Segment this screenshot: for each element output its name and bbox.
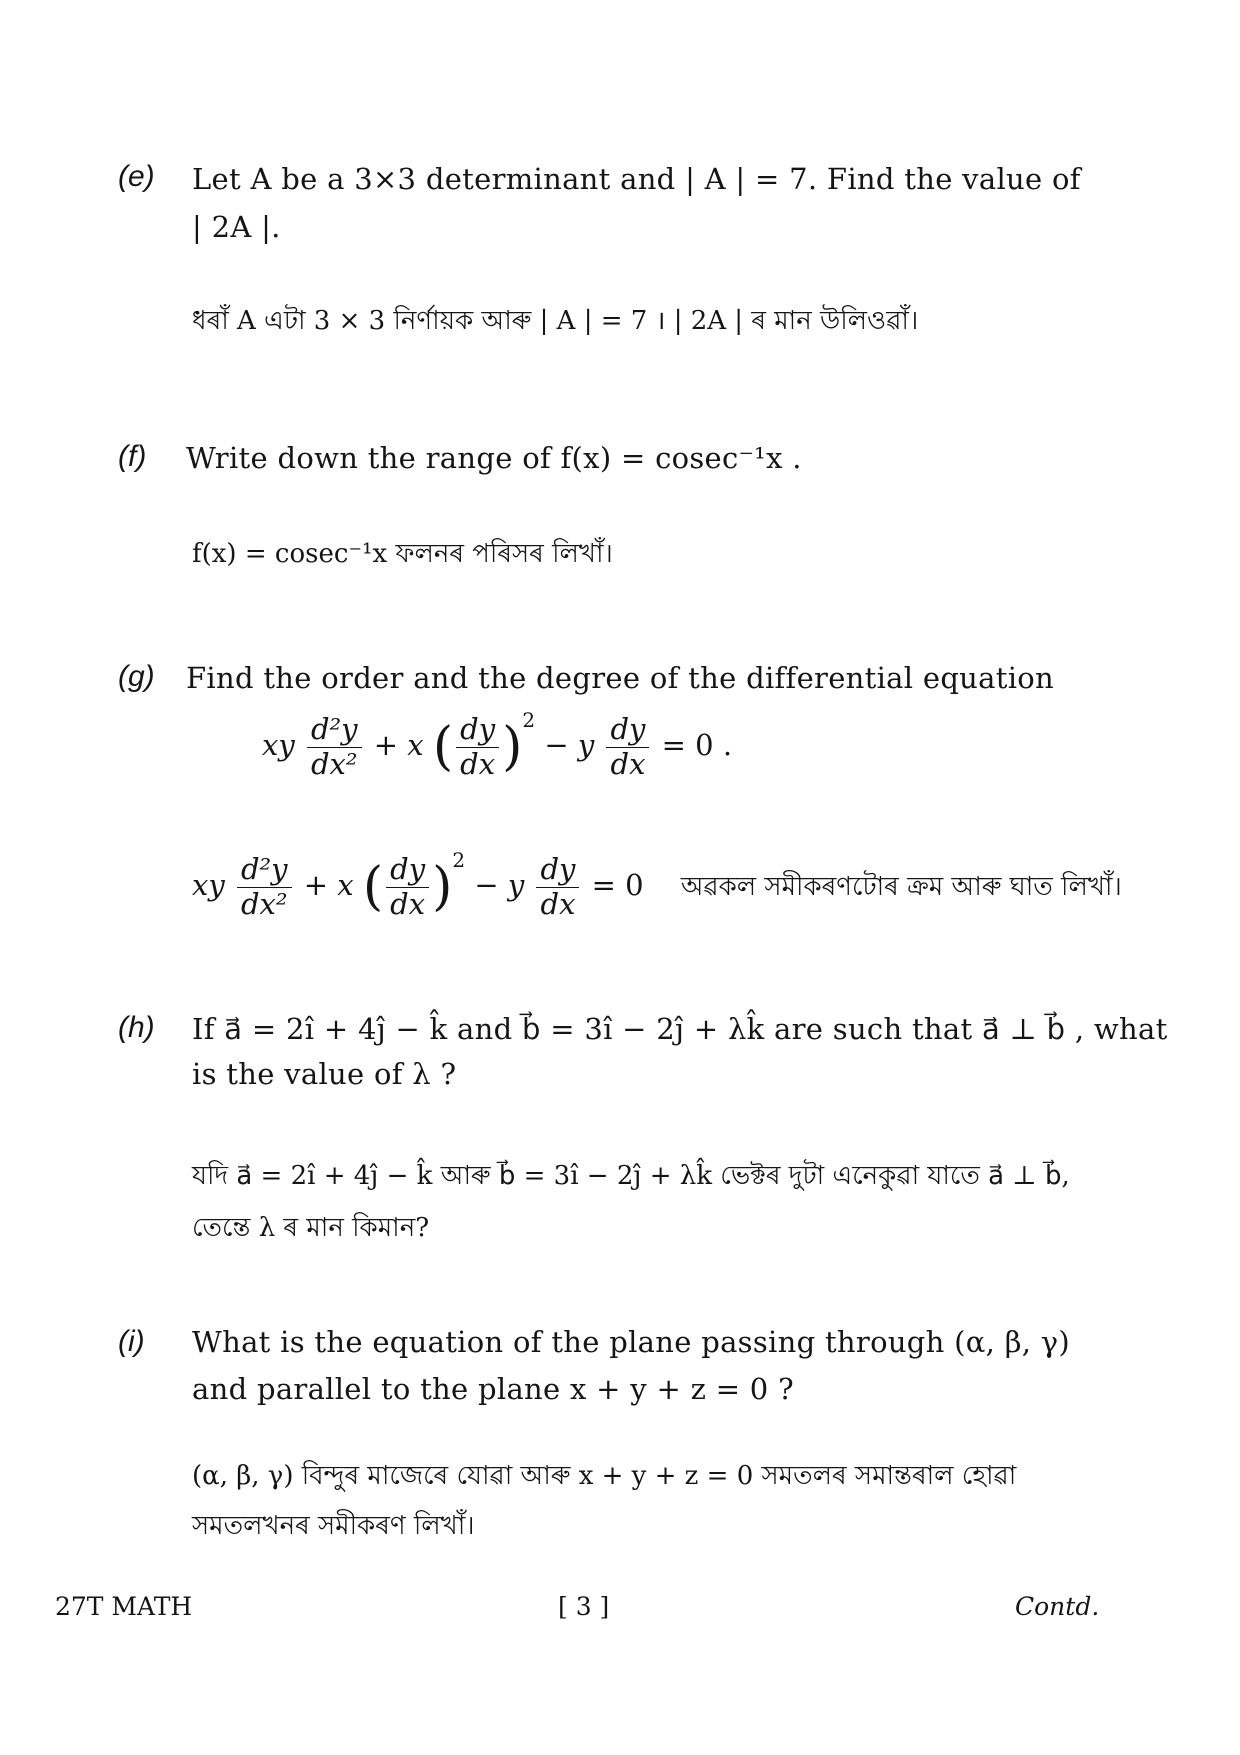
question-h-english-line1: If a⃗ = 2î + 4ĵ − k̂ and b⃗ = 3î − 2ĵ + λk̂ are such that a⃗ ⊥ b⃗ , what — [192, 1012, 1168, 1046]
question-label-g: (g) — [118, 660, 155, 693]
equation-exponent: 2 — [452, 848, 466, 872]
footer-page-number: [ 3 ] — [558, 1592, 610, 1621]
equation-fraction-2-numerator: dy — [456, 713, 499, 747]
question-e-english-line1: Let A be a 3×3 determinant and | A | = 7. Find the value of — [192, 162, 1081, 196]
question-g-assamese-text: অৱকল সমীকৰণটোৰ ক্ৰম আৰু ঘাত লিখাঁ। — [680, 872, 1122, 902]
equation-minus-y: − y — [544, 728, 595, 762]
differential-equation-assamese: xy $\frac{\text{d²y}}{\text{dx²}}$ + x ( $\frac{dy}{dx}$ )$^2$ − y $\frac{dy}{dx}$ = 0 অৱকল সমীকৰণটোৰ ক্ৰম আৰু ঘাত লিখাঁ। — [192, 848, 1122, 921]
question-label-e: (e) — [118, 160, 155, 193]
equation-fraction-1 — [237, 853, 292, 921]
question-i-english-line1: What is the equation of the plane passing through (α, β, γ) — [192, 1325, 1071, 1359]
question-h-english-line2: is the value of λ ? — [192, 1057, 457, 1091]
equation-fraction-1 — [307, 713, 362, 781]
question-i-assamese-line1: (α, β, γ) বিন্দুৰ মাজেৰে যোৱা আৰু x + y + z = 0 সমতলৰ সমান্তৰাল হোৱা — [192, 1461, 1017, 1491]
question-label-i: (i) — [118, 1325, 145, 1358]
question-label-f: (f) — [118, 440, 147, 473]
question-h-assamese-line1: যদি a⃗ = 2î + 4ĵ − k̂ আৰু b⃗ = 3î − 2ĵ + λk̂ ভেক্টৰ দুটা এনেকুৱা যাতে a⃗ ⊥ b⃗, — [192, 1161, 1070, 1191]
equation-fraction-1-denominator: dx² — [310, 746, 358, 781]
equation-equals-zero: = 0 — [591, 868, 644, 902]
question-h-assamese-line2: তেন্তে λ ৰ মান কিমান? — [192, 1213, 430, 1243]
footer-paper-code: 27T MATH — [55, 1592, 193, 1621]
question-f-english-line1: Write down the range of f(x) = cosec⁻¹x . — [186, 441, 802, 475]
equation-fraction-2-denominator: dx — [460, 746, 496, 781]
equation-fraction-1-numerator: d²y — [237, 853, 292, 887]
equation-plus-x: + x — [373, 728, 424, 762]
equation-exponent: 2 — [522, 708, 536, 732]
question-e-english-line2: | 2A |. — [192, 210, 281, 244]
question-f-assamese-line1: f(x) = cosec⁻¹x ফলনৰ পৰিসৰ লিখাঁ। — [192, 539, 613, 569]
question-i-english-line2: and parallel to the plane x + y + z = 0 ? — [192, 1372, 794, 1406]
question-label-h: (h) — [118, 1011, 155, 1044]
equation-equals-zero: = 0 . — [661, 728, 733, 762]
equation-plus-x: + x — [303, 868, 354, 902]
differential-equation: xy $\frac{\text{d²y}}{\text{dx²}}$ + x ( $\frac{dy}{dx}$ )$^2$ − y $\frac{dy}{dx}$ = 0 . — [262, 708, 733, 781]
equation-fraction-3-denominator: dx — [610, 746, 646, 781]
equation-xy: xy — [192, 868, 225, 902]
equation-fraction-3 — [536, 853, 579, 921]
equation-fraction-2-numerator: dy — [386, 853, 429, 887]
equation-fraction-1-denominator: dx² — [240, 886, 288, 921]
footer-continued: Contd. — [1015, 1592, 1100, 1621]
equation-fraction-3-denominator: dx — [540, 886, 576, 921]
equation-xy: xy — [262, 728, 295, 762]
equation-fraction-1-numerator: d²y — [307, 713, 362, 747]
equation-fraction-3-numerator: dy — [606, 713, 649, 747]
equation-fraction-2 — [386, 853, 429, 921]
equation-fraction-2 — [456, 713, 499, 781]
question-i-assamese-line2: সমতলখনৰ সমীকৰণ লিখাঁ। — [192, 1511, 475, 1541]
equation-fraction-3 — [606, 713, 649, 781]
equation-fraction-3-numerator: dy — [536, 853, 579, 887]
equation-fraction-2-denominator: dx — [390, 886, 426, 921]
question-g-english-line1: Find the order and the degree of the differential equation — [186, 661, 1055, 695]
question-e-assamese-line1: ধৰাঁ A এটা 3 × 3 নিৰ্ণায়ক আৰু | A | = 7 । | 2A | ৰ মান উলিওৱাঁ। — [192, 306, 919, 336]
equation-minus-y: − y — [474, 868, 525, 902]
